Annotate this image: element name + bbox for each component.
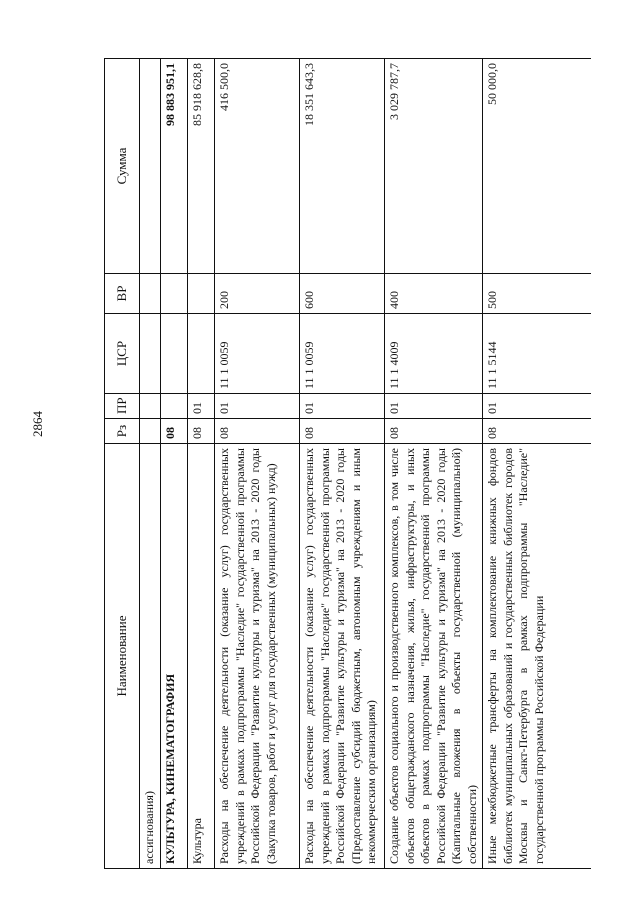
row-name: Расходы на обеспечение деятельности (оказание услуг) государственных учреждений в рамках подпрограммы "Наследие" государственной программы Российской Федерации "Развитие культуры и туризма" на 2013 - 2020 годы (Предоставление субсидий бюджетным, автономным учреждениям и иным некоммерческим организациям) bbox=[300, 444, 385, 869]
row-pr: 01 bbox=[483, 394, 592, 419]
table-row bbox=[483, 59, 592, 869]
header-csr: ЦСР bbox=[105, 314, 140, 394]
row-rz bbox=[140, 419, 161, 444]
page-number: 2864 bbox=[30, 411, 45, 437]
header-vr: ВР bbox=[105, 274, 140, 314]
row-csr bbox=[161, 314, 188, 394]
row-sum: 18 351 643,3 bbox=[300, 59, 385, 274]
row-sum: 3 029 787,7 bbox=[385, 59, 483, 274]
row-csr: 11 1 4009 bbox=[385, 314, 483, 394]
row-pr: 01 bbox=[385, 394, 483, 419]
table-row bbox=[140, 59, 161, 869]
row-sum: 416 500,0 bbox=[215, 59, 300, 274]
row-csr bbox=[140, 314, 161, 394]
row-name: Создание объектов социального и производственного комплексов, в том числе объектов общегражданского назначения, жилья, инфраструктуры, и иных объектов в рамках подпрограммы "Наследие" государственной программы Российской Федерации "Развитие культуры и туризма" на 2013 - 2020 годы (Капитальные вложения в объекты государственной (муниципальной) собственности) bbox=[385, 444, 483, 869]
row-sum: 50 000,0 bbox=[483, 59, 592, 274]
header-sum: Сумма bbox=[105, 59, 140, 274]
row-pr bbox=[161, 394, 188, 419]
row-name: Иные межбюджетные трансферты на комплектование книжных фондов библиотек муниципальных образований и государственных библиотек городов Москвы и Санкт-Петербурга в рамках подпрограммы "Наследие" государственной программы Российской Федерации bbox=[483, 444, 592, 869]
row-sum: 85 918 628,8 bbox=[188, 59, 215, 274]
row-rz: 08 bbox=[188, 419, 215, 444]
table-row bbox=[188, 59, 215, 869]
header-rz: Рз bbox=[105, 419, 140, 444]
rotated-table-wrapper bbox=[104, 59, 586, 869]
row-name: Расходы на обеспечение деятельности (оказание услуг) государственных учреждений в рамках подпрограммы "Наследие" государственной программы Российской Федерации "Развитие культуры и туризма" на 2013 - 2020 годы (Закупка товаров, работ и услуг для государственных (муниципальных) нужд) bbox=[215, 444, 300, 869]
row-name: КУЛЬТУРА, КИНЕМАТОГРАФИЯ bbox=[161, 444, 188, 869]
header-name: Наименование bbox=[105, 444, 140, 869]
table-row-section bbox=[161, 59, 188, 869]
table-row bbox=[385, 59, 483, 869]
table-row bbox=[300, 59, 385, 869]
row-vr: 500 bbox=[483, 274, 592, 314]
row-vr: 200 bbox=[215, 274, 300, 314]
row-pr bbox=[140, 394, 161, 419]
row-vr: 600 bbox=[300, 274, 385, 314]
row-csr: 11 1 0059 bbox=[215, 314, 300, 394]
row-rz: 08 bbox=[215, 419, 300, 444]
row-rz: 08 bbox=[300, 419, 385, 444]
row-name: ассигнования) bbox=[140, 444, 161, 869]
row-name: Культура bbox=[188, 444, 215, 869]
row-csr: 11 1 5144 bbox=[483, 314, 592, 394]
row-pr: 01 bbox=[188, 394, 215, 419]
row-rz: 08 bbox=[385, 419, 483, 444]
row-sum: 98 883 951,1 bbox=[161, 59, 188, 274]
row-rz: 08 bbox=[483, 419, 592, 444]
row-csr: 11 1 0059 bbox=[300, 314, 385, 394]
budget-table bbox=[104, 58, 591, 869]
header-pr: ПР bbox=[105, 394, 140, 419]
row-vr bbox=[188, 274, 215, 314]
row-csr bbox=[188, 314, 215, 394]
row-vr bbox=[161, 274, 188, 314]
row-vr bbox=[140, 274, 161, 314]
table-row bbox=[215, 59, 300, 869]
row-rz: 08 bbox=[161, 419, 188, 444]
row-pr: 01 bbox=[300, 394, 385, 419]
row-pr: 01 bbox=[215, 394, 300, 419]
row-vr: 400 bbox=[385, 274, 483, 314]
table-header-row bbox=[105, 59, 140, 869]
row-sum bbox=[140, 59, 161, 274]
